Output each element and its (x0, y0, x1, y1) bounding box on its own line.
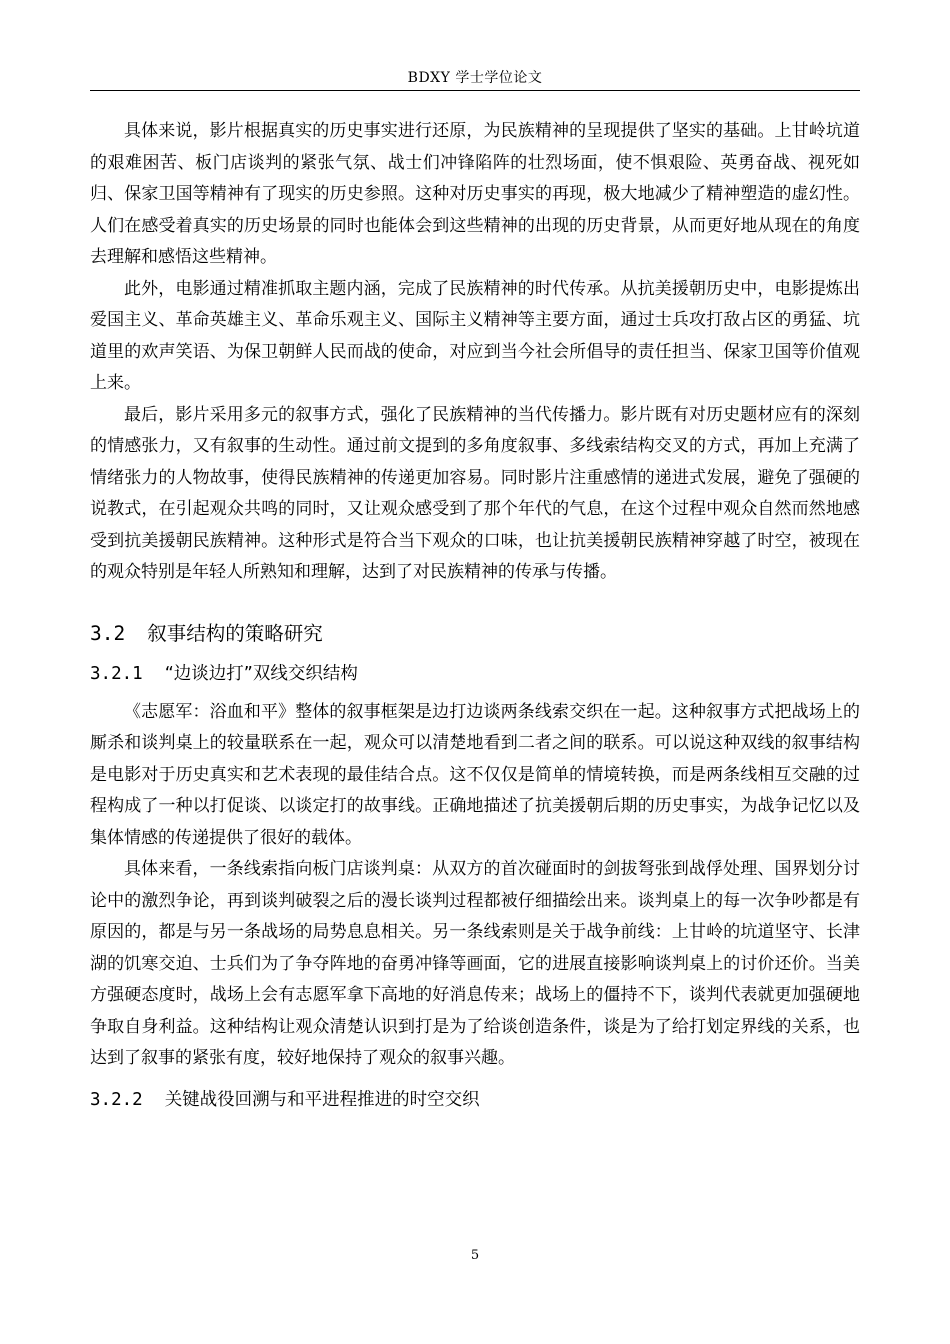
subsection-heading-3-2-1 (90, 659, 860, 689)
subsection-title: “边谈边打”双线交织结构 (164, 663, 358, 684)
page-body (90, 116, 860, 1115)
section-heading-3-2 (90, 619, 860, 649)
running-header: BDXY 学士学位论文 (407, 70, 543, 86)
section-number: 3.2 (90, 621, 126, 645)
body-paragraph: 此外，电影通过精准抓取主题内涵，完成了民族精神的时代传承。从抗美援朝历史中，电影提炼出爱国主义、革命英雄主义、革命乐观主义、国际主义精神等主要方面，通过士兵攻打敌占区的勇猛、坑道里的欢声笑语、为保卫朝鲜人民而战的使命，对应到当今社会所倡导的责任担当、保家卫国等价值观上来。 (90, 278, 860, 393)
body-paragraph: 《志愿军：浴血和平》整体的叙事框架是边打边谈两条线索交织在一起。这种叙事方式把战场上的厮杀和谈判桌上的较量联系在一起，观众可以清楚地看到二者之间的联系。可以说这种双线的叙事结构是电影对于历史真实和艺术表现的最佳结合点。这不仅仅是简单的情境转换，而是两条线相互交融的过程构成了一种以打促谈、以谈定打的故事线。正确地描述了抗美援朝后期的历史事实，为战争记忆以及集体情感的传递提供了很好的载体。 (90, 701, 860, 848)
subsection-heading-3-2-2 (90, 1085, 860, 1115)
body-paragraph: 具体来看，一条线索指向板门店谈判桌：从双方的首次碰面时的剑拔弩张到战俘处理、国界划分讨论中的激烈争论，再到谈判破裂之后的漫长谈判过程都被仔细描绘出来。谈判桌上的每一次争吵都是有原因的，都是与另一条战场的局势息息相关。另一条线索则是关于战争前线：上甘岭的坑道坚守、长津湖的饥寒交迫、士兵们为了争夺阵地的奋勇冲锋等画面，它的进展直接影响谈判桌上的讨价还价。当美方强硬态度时，战场上会有志愿军拿下高地的好消息传来；战场上的僵持不下，谈判代表就更加强硬地争取自身利益。这种结构让观众清楚认识到打是为了给谈创造条件，谈是为了给打划定界线的关系，也达到了叙事的紧张有度，较好地保持了观众的叙事兴趣。 (90, 859, 860, 1068)
body-paragraph: 最后，影片采用多元的叙事方式，强化了民族精神的当代传播力。影片既有对历史题材应有的深刻的情感张力，又有叙事的生动性。通过前文提到的多角度叙事、多线索结构交叉的方式，再加上充满了情绪张力的人物故事，使得民族精神的传递更加容易。同时影片注重感情的递进式发展，避免了强硬的说教式，在引起观众共鸣的同时，又让观众感受到了那个年代的气息，在这个过程中观众自然而然地感受到抗美援朝民族精神。这种形式是符合当下观众的口味，也让抗美援朝民族精神穿越了时空，被现在的观众特别是年轻人所熟知和理解，达到了对民族精神的传承与传播。 (90, 404, 860, 582)
header-rule (90, 90, 860, 91)
subsection-number: 3.2.1 (90, 663, 143, 684)
subsection-title: 关键战役回溯与和平进程推进的时空交织 (164, 1089, 480, 1110)
subsection-number: 3.2.2 (90, 1089, 143, 1110)
page-number: 5 (470, 1248, 480, 1263)
body-paragraph: 具体来说，影片根据真实的历史事实进行还原，为民族精神的呈现提供了坚实的基础。上甘岭坑道的艰难困苦、板门店谈判的紧张气氛、战士们冲锋陷阵的壮烈场面，使不惧艰险、英勇奋战、视死如归、保家卫国等精神有了现实的历史参照。这种对历史事实的再现，极大地减少了精神塑造的虚幻性。人们在感受着真实的历史场景的同时也能体会到这些精神的出现的历史背景，从而更好地从现在的角度去理解和感悟这些精神。 (90, 121, 860, 267)
section-title: 叙事结构的策略研究 (147, 621, 323, 645)
